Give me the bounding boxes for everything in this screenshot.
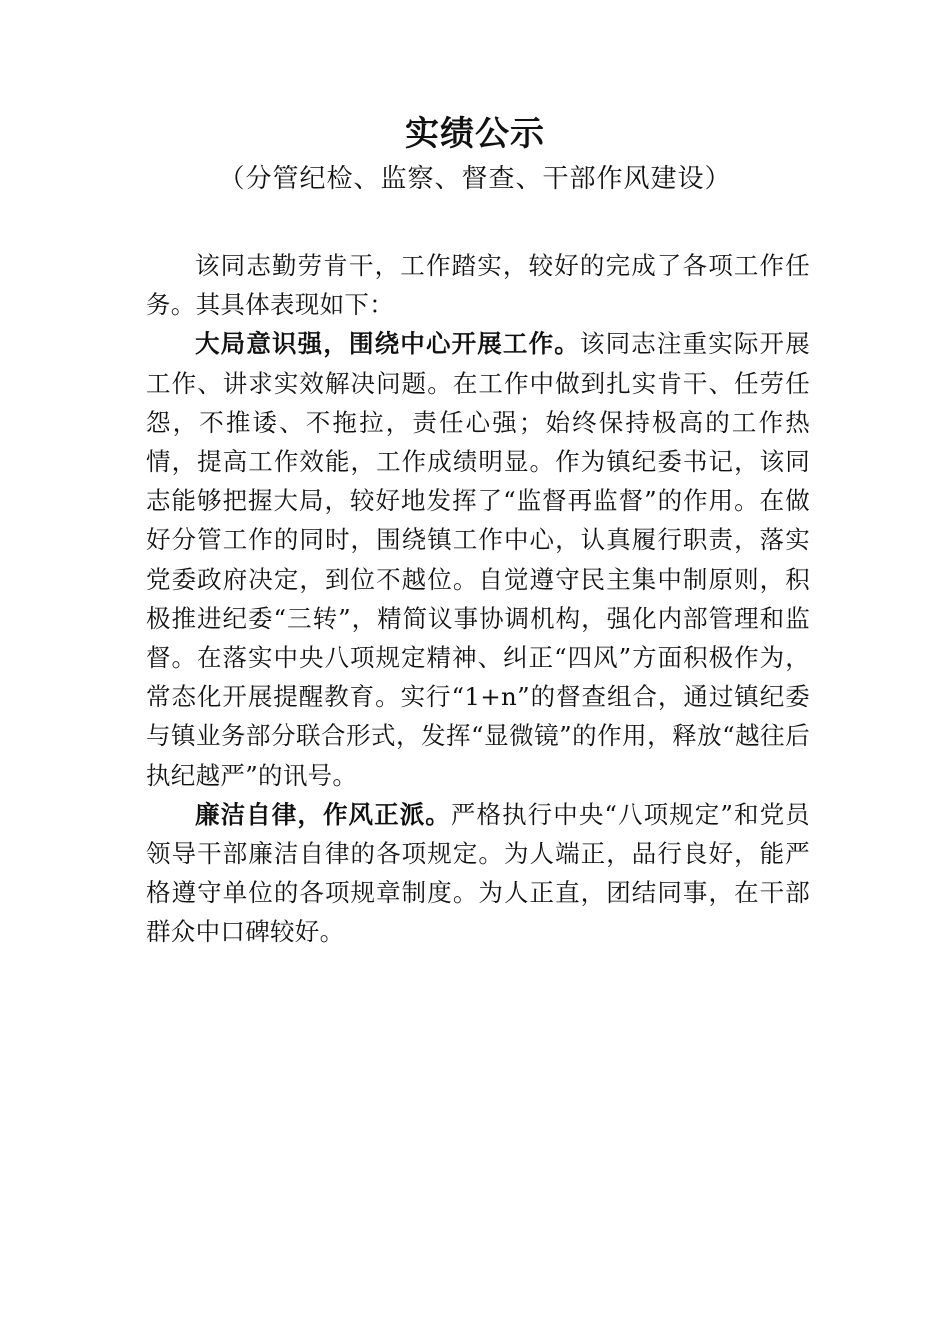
intro-paragraph [146, 246, 810, 324]
integrity-paragraph [146, 795, 810, 952]
document-body [146, 246, 810, 952]
overall-awareness-paragraph [146, 324, 810, 794]
intro-paragraph-text: 该同志勤劳肯干，工作踏实，较好的完成了各项工作任务。其具体表现如下： [146, 251, 810, 320]
integrity-heading: 廉洁自律，作风正派。 [195, 799, 451, 829]
document-title: 实绩公示 [405, 114, 545, 154]
integrity-text: 严格执行中央“八项规定”和党员领导干部廉洁自律的各项规定。为人端正，品行良好，能严格遵守单位的各项规章制度。为人正直，团结同事，在干部群众中口碑较好。 [146, 799, 810, 947]
overall-awareness-text: 该同志注重实际开展工作、讲求实效解决问题。在工作中做到扎实肯干、任劳任怨，不推诿、不拖拉，责任心强；始终保持极高的工作热情，提高工作效能，工作成绩明显。作为镇纪委书记，该同志能够把握大局，较好地发挥了“监督再监督”的作用。在做好分管工作的同时，围绕镇工作中心，认真履行职责，落实党委政府决定，到位不越位。自觉遵守民主集中制原则，积极推进纪委“三转”，精简议事协调机构，强化内部管理和监督。在落实中央八项规定精神、纠正“四风”方面积极作为， 常态化开展提醒教育。实行“1+n”的督查组合，通过镇纪委与镇业务部分联合形式，发挥“显微镜”的作用，释放“越往后执纪越严”的讯号。 [146, 329, 811, 790]
overall-awareness-heading: 大局意识强，围绕中心开展工作。 [195, 329, 580, 359]
document-subtitle: （分管纪检、监察、督查、干部作风建设） [218, 164, 732, 194]
